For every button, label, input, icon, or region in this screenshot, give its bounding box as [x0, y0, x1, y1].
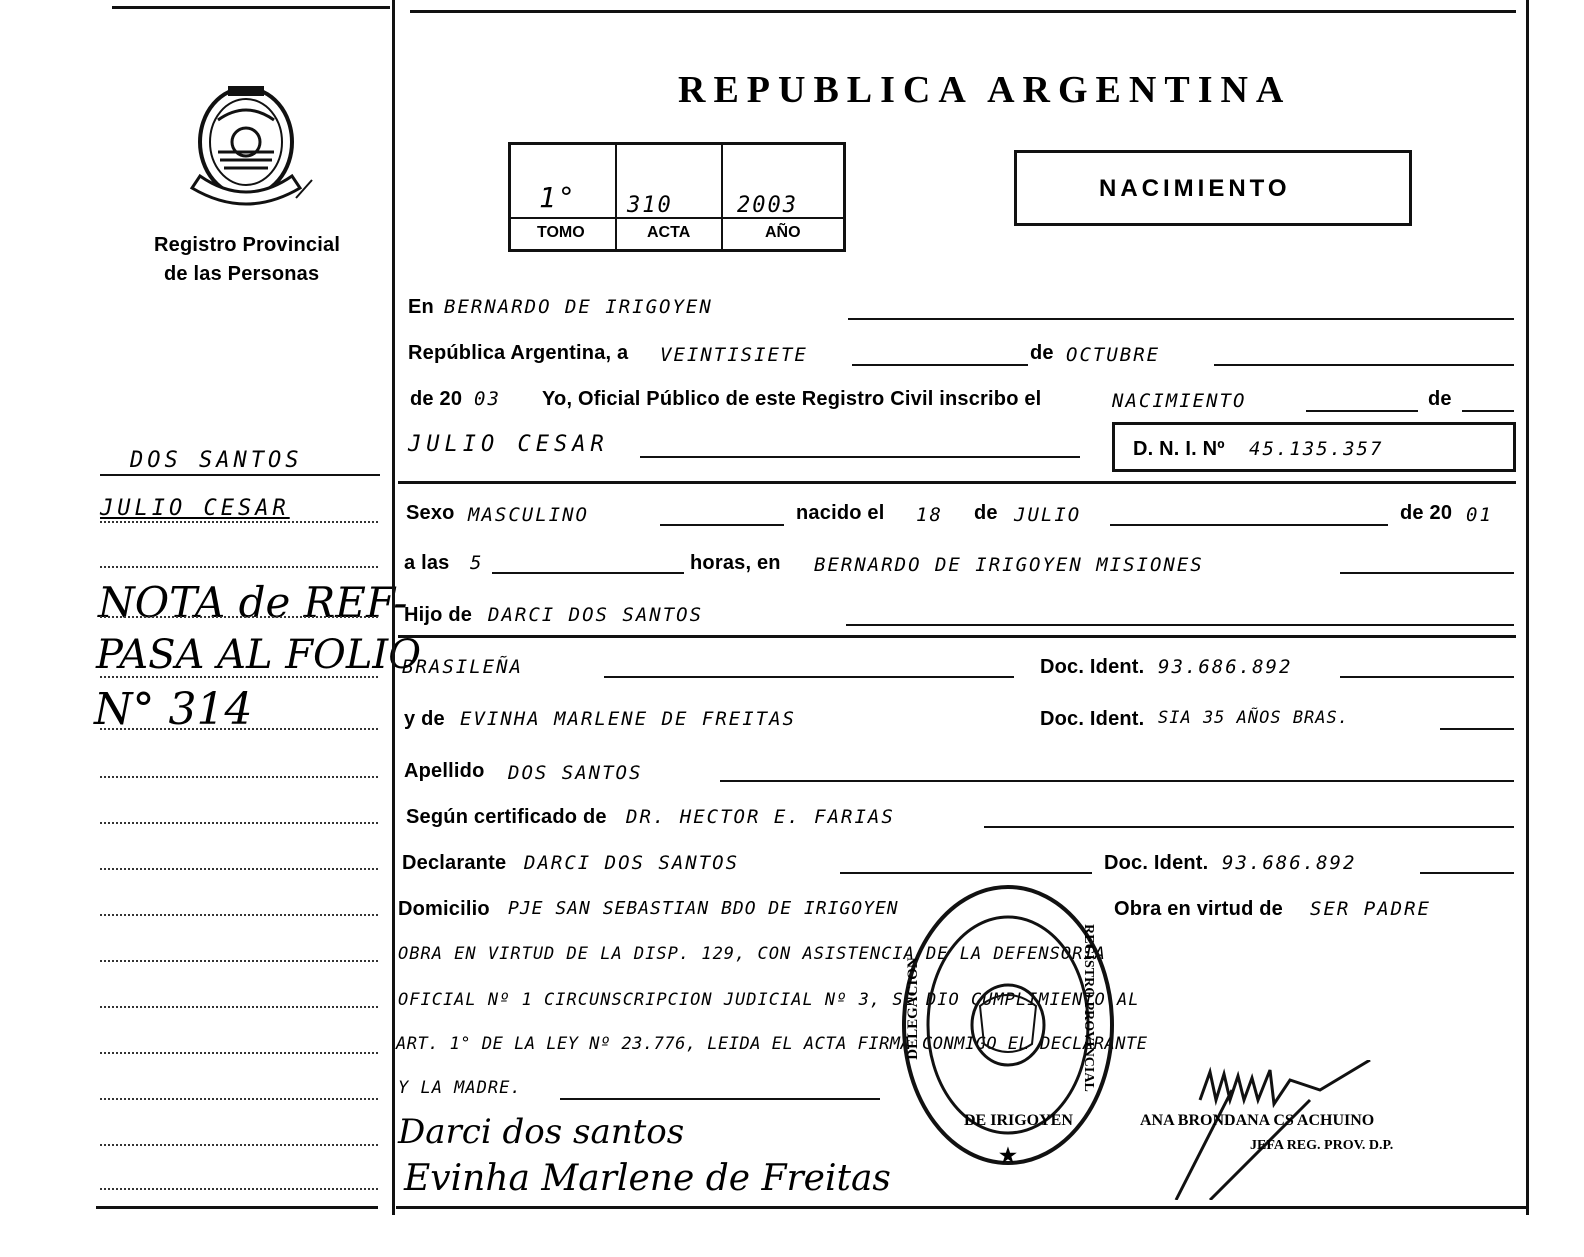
birth-month-rule [1110, 524, 1388, 526]
father-doc-label: Doc. Ident. [1040, 656, 1145, 678]
section-rule [398, 481, 1516, 484]
official-stamp-line2: JEFA REG. PROV. D.P. [1250, 1138, 1394, 1153]
registry-name-line1: Registro Provincial [154, 234, 341, 256]
act-type-label: NACIMIENTO [1099, 175, 1291, 202]
observation-line-3: ART. 1° DE LA LEY Nº 23.776, LEIDA EL ACTA FIRMA CONMIGO EL DECLARANTE [396, 1034, 1148, 1054]
column-divider [392, 0, 395, 1215]
stamp-ring-right: REGISTRO PROVINCIAL [1080, 924, 1096, 1092]
stamp-ring-left: DELEGACION [904, 957, 921, 1060]
declarante-value: DARCI DOS SANTOS [524, 852, 740, 874]
sidebar-bottom-rule [96, 1206, 378, 1209]
declarante-doc-rule [1420, 872, 1514, 874]
margin-dotted-line [100, 676, 378, 678]
father-rule [846, 624, 1514, 626]
dni-box [1112, 422, 1516, 472]
father-doc: 93.686.892 [1158, 656, 1293, 678]
horas-label: horas, en [690, 552, 781, 574]
sexo-value: MASCULINO [468, 504, 589, 526]
de-label: de [1030, 342, 1054, 364]
official-stamp-line1: ANA BRONDANA CS ACHUINO [1140, 1112, 1375, 1129]
apellido-label: Apellido [404, 760, 485, 782]
birth-month: JULIO [1014, 504, 1082, 526]
ano-value: 2003 [737, 193, 798, 218]
yde-label: y de [404, 708, 445, 730]
child-name: JULIO CESAR [408, 432, 609, 457]
inscribo-value: NACIMIENTO [1112, 390, 1247, 412]
margin-dotted-line [100, 1098, 378, 1100]
en-value: BERNARDO DE IRIGOYEN [444, 296, 713, 318]
apellido-rule [720, 780, 1514, 782]
hour-value: 5 [470, 552, 484, 574]
month-rule [1214, 364, 1514, 366]
birth-year-prefix: de 20 [1400, 502, 1453, 524]
dni-value: 45.135.357 [1249, 438, 1384, 460]
act-type-box [1014, 150, 1412, 226]
mother-doc-rule [1440, 728, 1514, 730]
mother-signature: Evinha Marlene de Freitas [404, 1158, 891, 1199]
margin-dotted-line [100, 914, 378, 916]
de-label-2: de [1428, 388, 1452, 410]
father-section-rule [398, 635, 1516, 638]
father-nationality: BRASILEÑA [402, 656, 523, 678]
republica-label: República Argentina, a [408, 342, 629, 364]
margin-dotted-line [100, 868, 378, 870]
month-value: OCTUBRE [1066, 344, 1161, 366]
stamp-ring-bottom: DE IRIGOYEN [964, 1112, 1073, 1129]
declarante-doc-label: Doc. Ident. [1104, 852, 1209, 874]
margin-surname: DOS SANTOS [130, 448, 303, 473]
alas-label: a las [404, 552, 450, 574]
inscribo-rule [1306, 410, 1418, 412]
en-label: En [408, 296, 434, 318]
declarante-rule [840, 872, 1092, 874]
father-name: DARCI DOS SANTOS [488, 604, 704, 626]
margin-given-names: JULIO CESAR [100, 496, 290, 521]
tomo-value: 1° [539, 181, 577, 214]
year-prefix: de 20 [410, 388, 463, 410]
de-rule-2 [1462, 410, 1514, 412]
day-rule [852, 364, 1028, 366]
father-doc-rule [1340, 676, 1514, 678]
margin-dotted-line [100, 616, 378, 618]
yo-text: Yo, Oficial Público de este Registro Civil inscribo el [542, 388, 1042, 410]
acta-value: 310 [627, 193, 673, 218]
domicilio-label: Domicilio [398, 898, 490, 920]
observation-line-4: Y LA MADRE. [398, 1078, 522, 1098]
hour-rule [492, 572, 684, 574]
margin-dotted-line [100, 822, 378, 824]
official-signature-icon [1170, 1060, 1380, 1200]
birth-day: 18 [916, 504, 943, 526]
record-number-table [508, 142, 846, 252]
form-top-rule [410, 10, 1516, 13]
day-value: VEINTISIETE [660, 344, 808, 366]
country-title: REPUBLICA ARGENTINA [678, 69, 1292, 111]
birth-place: BERNARDO DE IRIGOYEN MISIONES [814, 554, 1204, 576]
nationality-rule [604, 676, 1014, 678]
birth-de-label: de [974, 502, 998, 524]
sidebar-top-rule [112, 6, 390, 9]
observation-line-4-rule [560, 1098, 880, 1100]
mother-doc: SIA 35 AÑOS BRAS. [1158, 708, 1349, 728]
declarant-signature: Darci dos santos [398, 1112, 685, 1152]
mother-doc-label: Doc. Ident. [1040, 708, 1145, 730]
margin-surname-rule [100, 474, 380, 476]
dni-label: D. N. I. Nº [1133, 438, 1225, 460]
ano-label: AÑO [765, 224, 801, 241]
birth-year-value: 01 [1466, 504, 1493, 526]
registry-name-line2: de las Personas [164, 263, 320, 285]
mother-name: EVINHA MARLENE DE FREITAS [460, 708, 796, 730]
svg-text:★: ★ [999, 1145, 1017, 1167]
declarante-label: Declarante [402, 852, 507, 874]
sexo-rule [660, 524, 784, 526]
margin-note-line3: N° 314 [94, 684, 253, 735]
margin-note-line1: NOTA de REF- [98, 578, 408, 627]
observation-line-2: OFICIAL Nº 1 CIRCUNSCRIPCION JUDICIAL Nº 3, SE DIO CUMPLIMIENTO AL [398, 990, 1140, 1010]
nacido-label: nacido el [796, 502, 885, 524]
segun-label: Según certificado de [406, 806, 607, 828]
form-bottom-rule [396, 1206, 1526, 1209]
margin-dotted-line [100, 521, 378, 523]
obra-value: SER PADRE [1310, 898, 1431, 920]
observation-line-1: OBRA EN VIRTUD DE LA DISP. 129, CON ASISTENCIA DE LA DEFENSORIA [398, 944, 1106, 964]
certificado-rule [984, 826, 1514, 828]
margin-dotted-line [100, 728, 378, 730]
name-rule [640, 456, 1080, 458]
apellido-value: DOS SANTOS [508, 762, 643, 784]
margin-dotted-line [100, 960, 378, 962]
margin-dotted-line [100, 566, 378, 568]
margin-dotted-line [100, 776, 378, 778]
en-rule [848, 318, 1514, 320]
tomo-label: TOMO [537, 224, 585, 241]
margin-dotted-line [100, 1188, 378, 1190]
birth-place-rule [1340, 572, 1514, 574]
year-value: 03 [474, 388, 501, 410]
hijo-label: Hijo de [404, 604, 473, 626]
obra-label: Obra en virtud de [1114, 898, 1283, 920]
domicilio-value: PJE SAN SEBASTIAN BDO DE IRIGOYEN [508, 898, 899, 919]
sexo-label: Sexo [406, 502, 455, 524]
certificado-value: DR. HECTOR E. FARIAS [626, 806, 895, 828]
margin-dotted-line [100, 1006, 378, 1008]
margin-dotted-line [100, 1052, 378, 1054]
declarante-doc: 93.686.892 [1222, 852, 1357, 874]
right-border [1526, 0, 1529, 1215]
margin-dotted-line [100, 1144, 378, 1146]
acta-label: ACTA [647, 224, 691, 241]
provincial-seal-icon [188, 80, 313, 210]
margin-note-line2: PASA AL FOLIO [96, 632, 421, 678]
